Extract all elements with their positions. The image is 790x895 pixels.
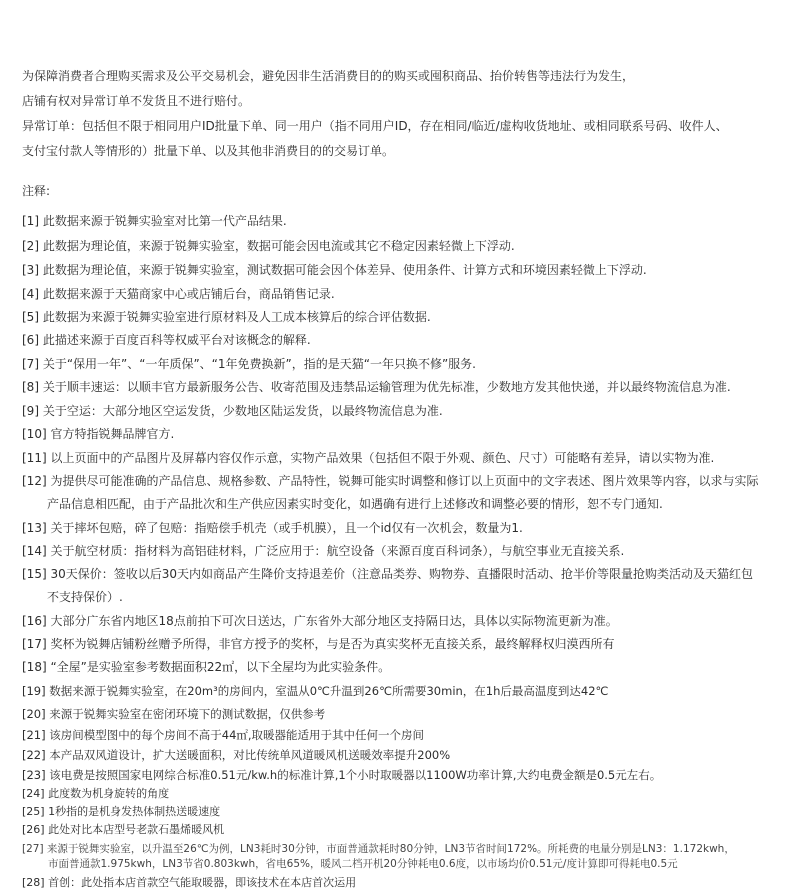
note-item: [16] 大部分广东省内地区18点前拍下可次日送达，广东省外大部分地区支持隔日达，具体以实际物流更新为准。: [22, 614, 618, 628]
note-item: [9] 关于空运：大部分地区空运发货，少数地区陆运发货，以最终物流信息为准.: [22, 404, 443, 418]
note-item: [28] 首创：此处指本店首款空气能取暖器，即该技术在本店首次运用: [22, 876, 357, 889]
intro-line: 店铺有权对异常订单不发货且不进行赔付。: [22, 94, 251, 108]
note-item: [26] 此处对比本店型号老款石墨烯暖风机: [22, 823, 225, 836]
intro-line: 支付宝付款人等情形的）批量下单、以及其他非消费目的的交易订单。: [22, 144, 395, 158]
note-item: [11] 以上页面中的产品图片及屏幕内容仅作示意，实物产品效果（包括但不限于外观、颜色、尺寸）可能略有差异，请以实物为准.: [22, 451, 715, 465]
note-item: [19] 数据来源于锐舞实验室，在20m³的房间内，室温从0℃升温到26℃所需要30min，在1h后最高温度到达42℃: [22, 684, 609, 698]
note-item: [22] 本产品双风道设计，扩大送暖面积，对比传统单风道暖风机送暖效率提升200%: [22, 748, 451, 762]
note-item-continuation: 不支持保价）.: [47, 590, 123, 604]
note-item-continuation: 产品信息相匹配，由于产品批次和生产供应因素实时变化，如遇确有进行上述修改和调整必要的情形，恕不专门通知.: [47, 497, 663, 511]
note-item: [24] 此度数为机身旋转的角度: [22, 787, 170, 800]
note-item: [7] 关于“保用一年”、“一年质保”、“1年免费换新”，指的是天猫“一年只换不修”服务.: [22, 357, 476, 371]
note-item: [20] 来源于锐舞实验室在密闭环境下的测试数据，仅供参考: [22, 707, 326, 721]
note-item: [23] 该电费是按照国家电网综合标准0.51元/kw.h的标准计算,1个小时取暖器以1100W功率计算,大约电费金额是0.5元左右。: [22, 768, 662, 782]
intro-line: 异常订单：包括但不限于相同用户ID批量下单、同一用户（指不同用户ID，存在相同/临近/虚构收货地址、或相同联系号码、收件人、: [22, 119, 728, 133]
note-item: [5] 此数据为来源于锐舞实验室进行原材料及人工成本核算后的综合评估数据.: [22, 310, 431, 324]
note-item: [14] 关于航空材质：指材料为高铝硅材料，广泛应用于：航空设备（来源百度百科词条），与航空事业无直接关系.: [22, 544, 625, 558]
note-item: [25] 1秒指的是机身发热体制热送暖速度: [22, 805, 221, 818]
note-item: [6] 此描述来源于百度百科等权威平台对该概念的解释.: [22, 333, 311, 347]
note-item: [1] 此数据来源于锐舞实验室对比第一代产品结果.: [22, 214, 287, 228]
intro-line: 为保障消费者合理购买需求及公平交易机会，避免因非生活消费目的的购买或囤积商品、抬价转售等违法行为发生，: [22, 69, 635, 83]
note-item: [4] 此数据来源于天猫商家中心或店铺后台，商品销售记录.: [22, 287, 335, 301]
note-item: [15] 30天保价：签收以后30天内如商品产生降价支持退差价（注意品类券、购物券、直播限时活动、抢半价等限量抢购类活动及天猫红包: [22, 567, 753, 581]
note-item: [8] 关于顺丰速运：以顺丰官方最新服务公告、收寄范围及违禁品运输管理为优先标准，少数地方发其他快递，并以最终物流信息为准.: [22, 380, 731, 394]
note-item: [27] 来源于锐舞实验室，以升温至26℃为例，LN3耗时30分钟，市面普通款耗时80分钟，LN3节省时间172%。所耗费的电量分别是LN3：1.172kwh，: [22, 843, 735, 855]
note-item: [18] “全屋”是实验室参考数据面积22㎡，以下全屋均为此实验条件。: [22, 660, 391, 674]
note-item-continuation: 市面普通款1.975kwh，LN3节省0.803kwh，省电65%，暖风二档开机20分钟耗电0.6度，以市场均价0.51元/度计算即可得耗电0.5元: [48, 858, 678, 870]
note-item: [10] 官方特指锐舞品牌官方.: [22, 427, 175, 441]
note-item: [12] 为提供尽可能准确的产品信息、规格参数、产品特性，锐舞可能实时调整和修订以上页面中的文字表述、图片效果等内容，以求与实际: [22, 474, 759, 488]
notes-title: 注释:: [22, 184, 51, 198]
note-item: [13] 关于摔坏包赔，碎了包赔：指赔偿手机壳（或手机膜），且一个id仅有一次机会，数量为1.: [22, 521, 523, 535]
note-item: [17] 奖杯为锐舞店铺粉丝赠予所得，非官方授予的奖杯，与是否为真实奖杯无直接关系，最终解释权归漠西所有: [22, 637, 615, 651]
note-item: [2] 此数据为理论值，来源于锐舞实验室，数据可能会因电流或其它不稳定因素轻微上下浮动.: [22, 239, 515, 253]
note-item: [3] 此数据为理论值，来源于锐舞实验室，测试数据可能会因个体差异、使用条件、计算方式和环境因素轻微上下浮动.: [22, 263, 647, 277]
note-item: [21] 该房间模型图中的每个房间不高于44㎡,取暖器能适用于其中任何一个房间: [22, 728, 425, 742]
